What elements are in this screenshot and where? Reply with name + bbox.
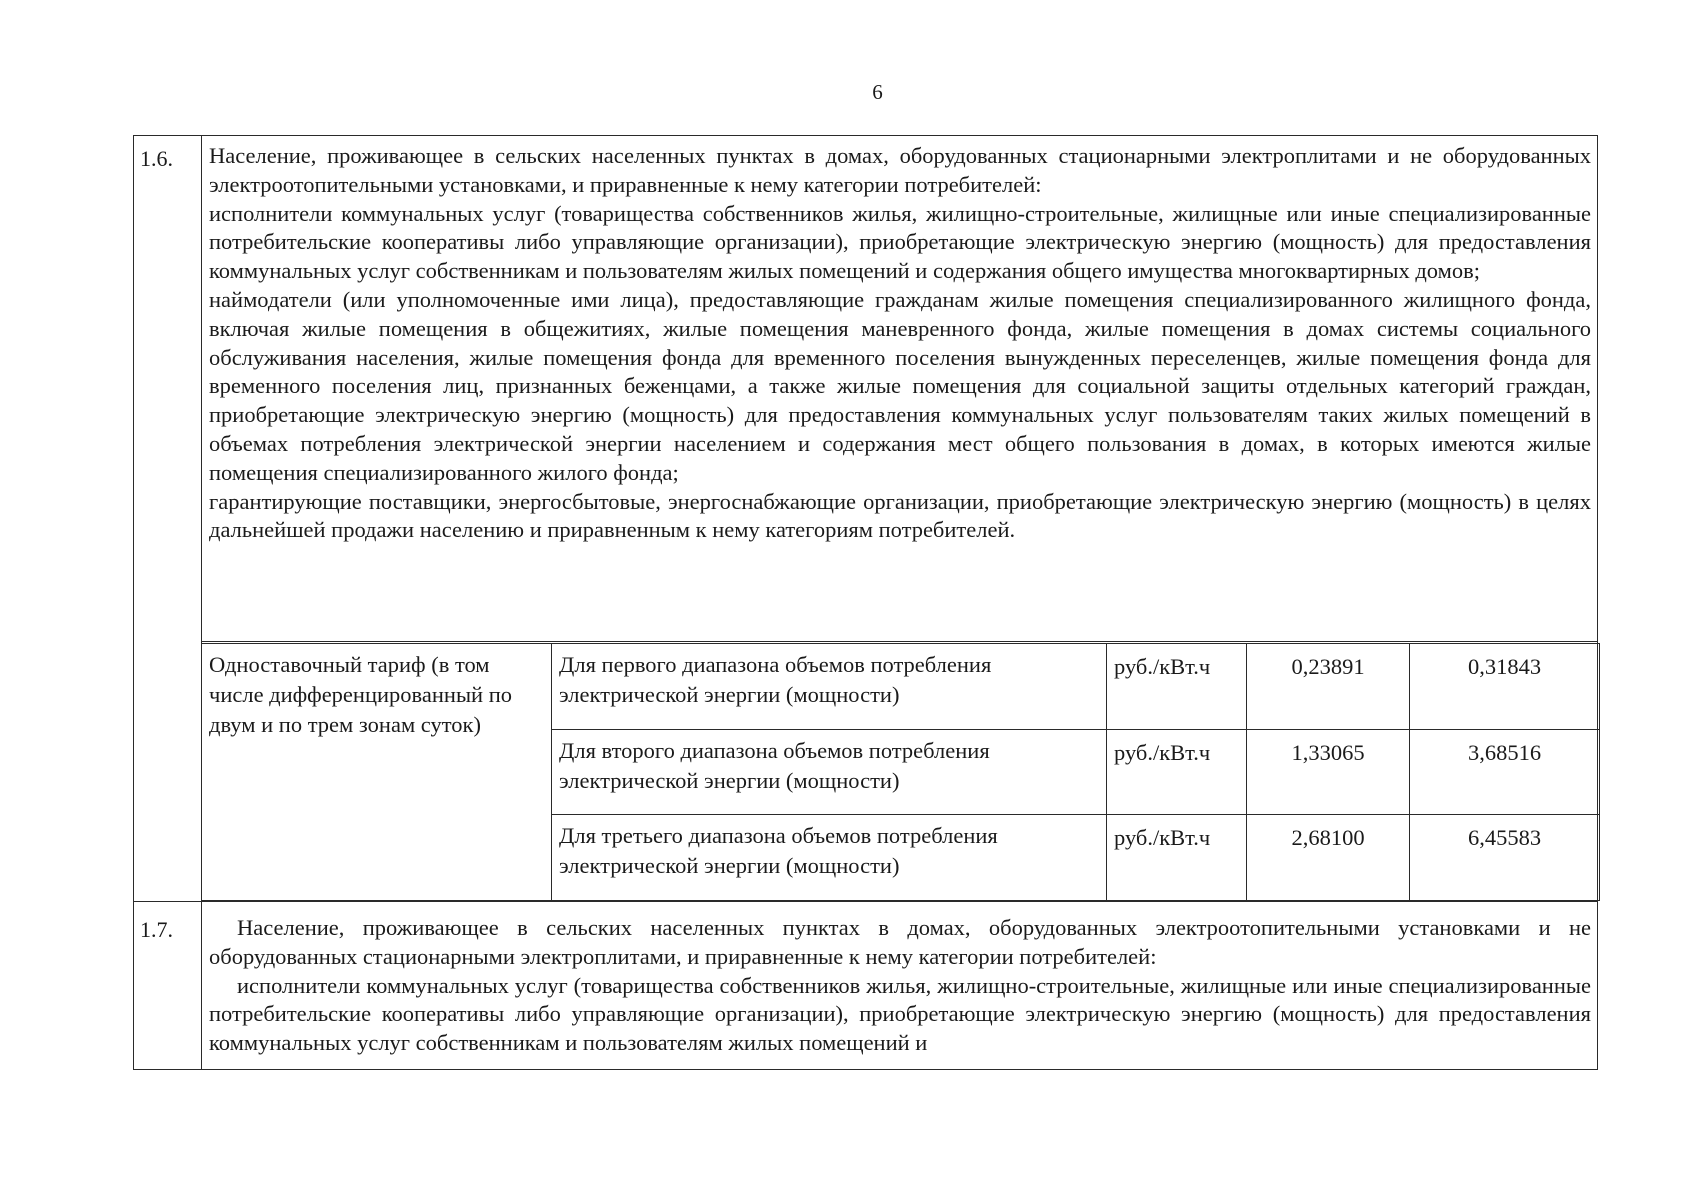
range-cell: Для второго диапазона объемов потребления электрической энергии (мощности) — [552, 729, 1107, 815]
value-cell: 1,33065 — [1247, 729, 1410, 815]
value-cell: 3,68516 — [1410, 729, 1600, 815]
paragraph: гарантирующие поставщики, энергосбытовые, энергоснабжающие организации, приобретающие электрическую энергию (мощность) в целях дальнейшей продажи населению и приравненным к нему категориям потребителей. — [209, 488, 1591, 543]
paragraph: наймодатели (или уполномоченные ими лица), предоставляющие гражданам жилые помещения специализированного жилищного фонда, включая жилые помещения в общежитиях, жилые помещения маневренного фонда, жилые помещения в домах системы социального обслуживания населения, жилые помещения фонда для временного поселения вынужденных переселенцев, жилые помещения фонда для временного поселения лиц, признанных беженцами, а также жилые помещения для социальной защиты отдельных категорий граждан, приобретающие электрическую энергию (мощность) для предоставления коммунальных услуг пользователям таких жилых помещений в объемах потребления электрической энергии населением и содержания мест общего пользования в домах, в которых имеются жилые помещения специализированного жилого фонда; — [209, 286, 1591, 485]
divider — [201, 641, 1597, 642]
value-cell: 0,23891 — [1247, 644, 1410, 730]
range-cell: Для первого диапазона объемов потребления электрической энергии (мощности) — [552, 644, 1107, 730]
tariff-name-cell: Одноставочный тариф (в том числе дифференцированный по двум и по трем зонам суток) — [202, 644, 552, 901]
number-column-divider — [201, 136, 202, 1069]
section-text — [209, 142, 1591, 545]
value-cell: 0,31843 — [1410, 644, 1600, 730]
section-number: 1.6. — [140, 146, 173, 171]
paragraph: Население, проживающее в сельских населенных пунктах в домах, оборудованных стационарными электроплитами и не оборудованных электроотопительными установками, и приравненные к нему категории потребителей: — [209, 143, 1591, 197]
page-number: 6 — [872, 80, 883, 104]
section-divider — [134, 901, 1597, 902]
range-cell: Для третьего диапазона объемов потребления электрической энергии (мощности) — [552, 815, 1107, 901]
paragraph: исполнители коммунальных услуг (товарищества собственников жилья, жилищно-строительные, жилищные или иные специализированные потребительские кооперативы либо управляющие организации), приобретающие электрическую энергию (мощность) для предоставления коммунальных услуг собственникам и пользователям жилых помещений и — [209, 972, 1591, 1056]
paragraph: исполнители коммунальных услуг (товарищества собственников жилья, жилищно-строительные, жилищные или иные специализированные потребительские кооперативы либо управляющие организации), приобретающие электрическую энергию (мощность) для предоставления коммунальных услуг собственникам и пользователям жилых помещений и содержания общего имущества многоквартирных домов; — [209, 200, 1591, 284]
tariff-document-table — [133, 135, 1598, 1070]
unit-cell: руб./кВт.ч — [1107, 729, 1247, 815]
value-cell: 2,68100 — [1247, 815, 1410, 901]
unit-cell: руб./кВт.ч — [1107, 815, 1247, 901]
paragraph: Население, проживающее в сельских населенных пунктах в домах, оборудованных электроотопительными установками и не оборудованных стационарными электроплитами, и приравненные к нему категории потребителей: — [209, 915, 1591, 969]
table-row — [202, 644, 1600, 730]
unit-cell: руб./кВт.ч — [1107, 644, 1247, 730]
value-cell: 6,45583 — [1410, 815, 1600, 901]
tariff-table — [201, 643, 1600, 901]
section-text — [209, 914, 1591, 1058]
section-number: 1.7. — [140, 917, 173, 942]
